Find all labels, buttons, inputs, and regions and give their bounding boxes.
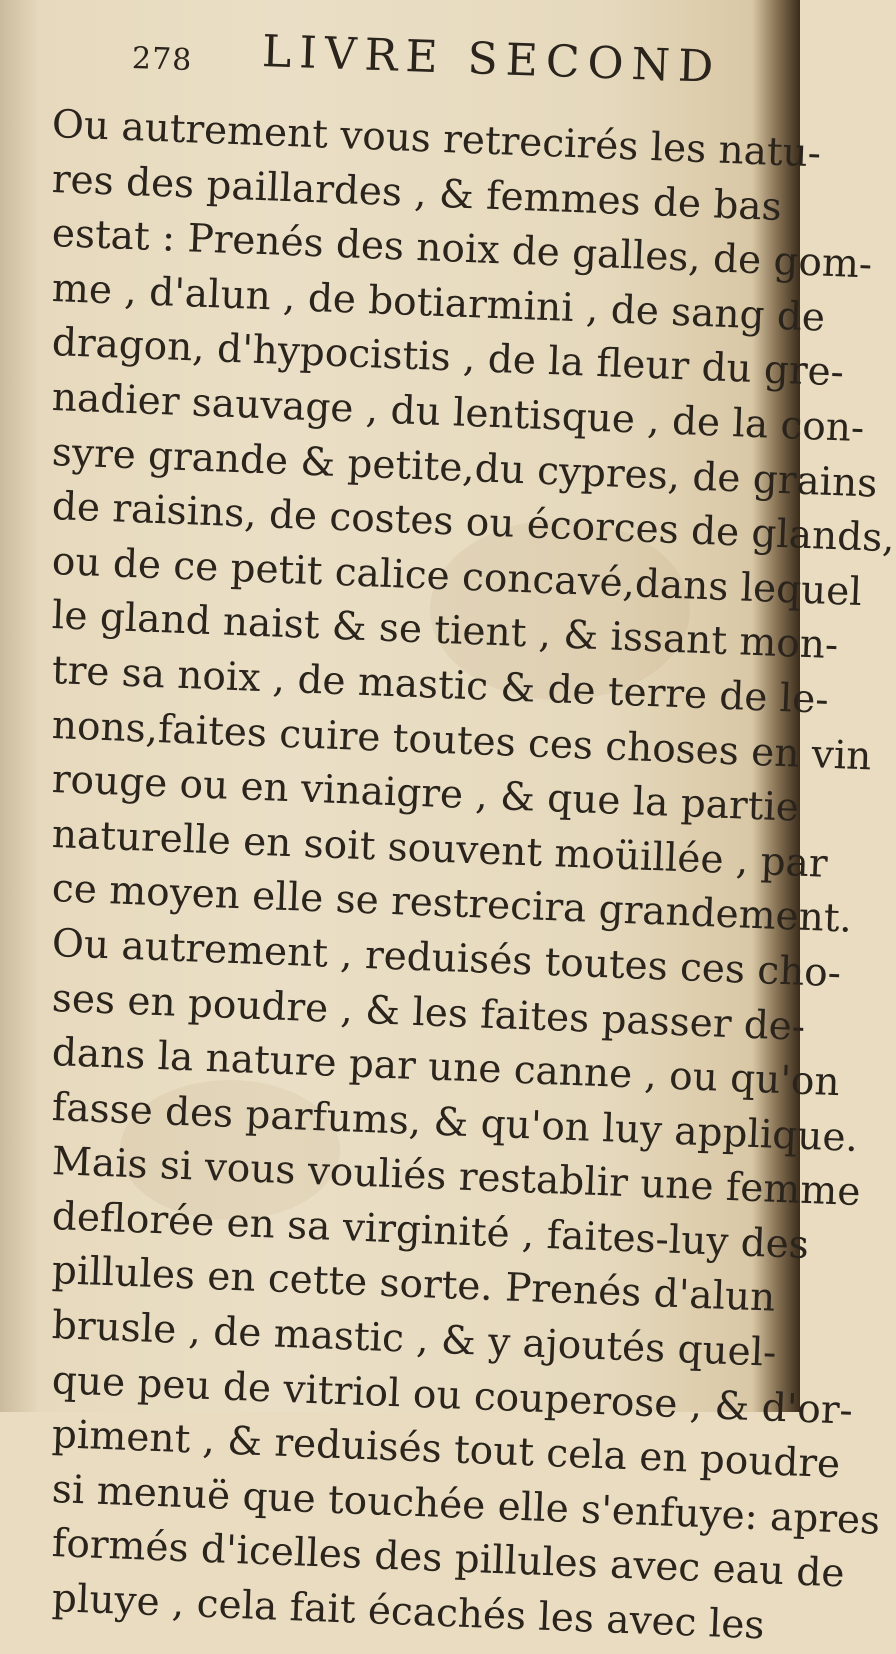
text-line: fasse des parfums, & qu'on luy applique.	[51, 1084, 859, 1161]
text-line: nadier sauvage , du lentisque , de la con-	[51, 374, 865, 452]
text-line: ce moyen elle se restrecira grandement.	[51, 866, 853, 943]
text-line: estat : Prenés des noix de galles, de gom-	[51, 211, 873, 288]
text-line: dragon, d'hypocistis , de la fleur du gre-	[51, 320, 845, 396]
text-line: me , d'alun , de botiarmini , de sang de	[51, 265, 826, 341]
text-line: brusle , de mastic , & y ajoutés quel-	[51, 1303, 778, 1376]
text-line: Ou autrement , reduisés toutes ces cho-	[51, 920, 842, 997]
text-line: formés d'icelles des pillules avec eau de	[51, 1521, 846, 1597]
text-line: dans la nature par une canne , ou qu'on	[51, 1030, 841, 1106]
running-title: LIVRE SECOND	[261, 25, 723, 94]
text-line: ses en poudre , & les faites passer de-	[51, 975, 806, 1050]
text-line: Mais si vous vouliés restablir une femme	[51, 1139, 862, 1216]
page-header	[52, 25, 772, 98]
text-line: syre grande & petite,du cypres, de grains	[51, 429, 879, 507]
text-line: rouge ou en vinaigre , & que la partie	[51, 757, 800, 831]
text-line: Ou autrement vous retrecirés les natu-	[51, 102, 822, 177]
text-line: res des paillardes , & femmes de bas	[51, 156, 783, 230]
text-line: pluye , cela fait écachés les avec les	[51, 1576, 766, 1649]
text-line: de raisins, de costes ou écorces de glands,	[51, 484, 896, 562]
text-line: tre sa noix , de mastic & de terre de le-	[51, 647, 830, 723]
text-line: nons,faites cuire toutes ces choses en vin	[51, 702, 873, 779]
page-number: 278	[131, 40, 193, 79]
text-line: piment , & reduisés tout cela en poudre	[51, 1412, 841, 1488]
text-line: deflorée en sa virginité , faites-luy des	[51, 1193, 810, 1268]
text-line: si menuë que touchée elle s'enfuye: apres	[51, 1466, 881, 1544]
page-gutter-shadow	[0, 0, 40, 1412]
body-text	[51, 98, 896, 1649]
text-line: naturelle en soit souvent moüillée , par	[51, 811, 829, 887]
text-line: que peu de vitriol ou couperose , & d'or-	[51, 1357, 854, 1434]
text-line: pillules en cette sorte. Prenés d'alun	[51, 1248, 777, 1322]
page-text-block	[51, 25, 896, 1649]
text-line: le gland naist & se tient , & issant mon-	[51, 593, 839, 669]
text-line: ou de ce petit calice concavé,dans lequel	[51, 538, 863, 615]
